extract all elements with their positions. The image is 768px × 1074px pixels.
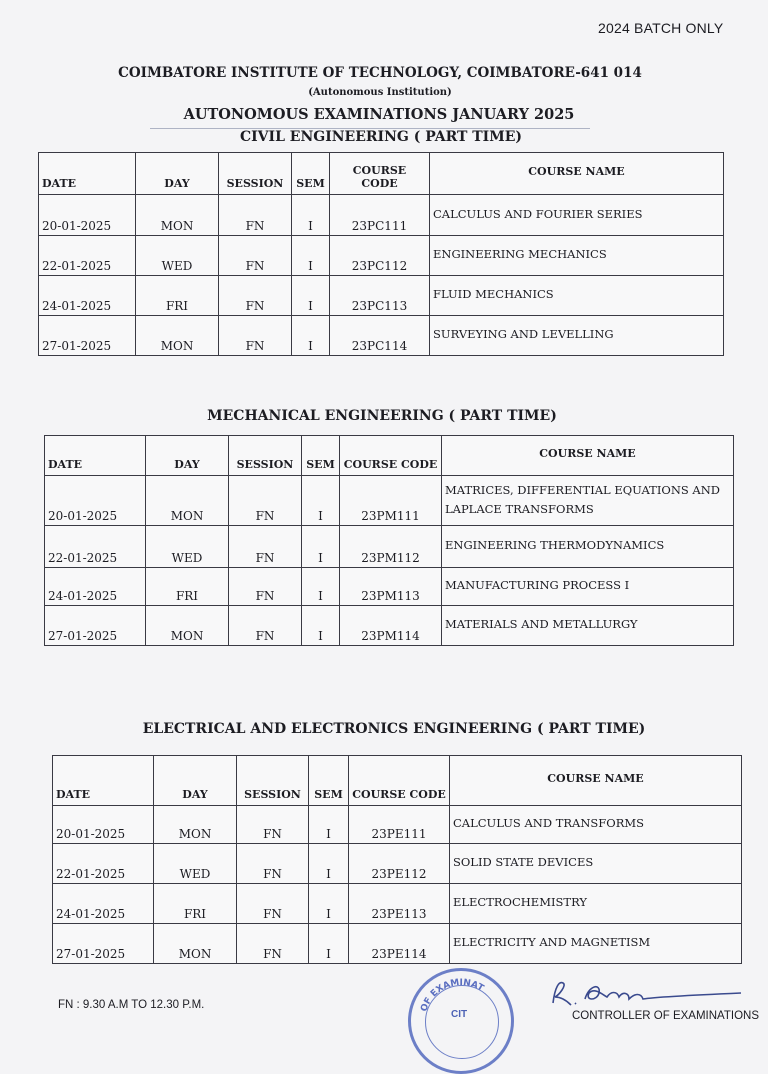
cell-course-name: MATRICES, DIFFERENTIAL EQUATIONS AND LAPLACE TRANSFORMS: [442, 476, 734, 526]
cell-date: 20-01-2025: [53, 806, 154, 844]
cell-session: FN: [237, 806, 309, 844]
cell-day: MON: [146, 606, 229, 646]
cell-course-name: MATERIALS AND METALLURGY: [442, 606, 734, 646]
cell-course-code: 23PC113: [330, 276, 430, 316]
table-row: [53, 884, 742, 924]
seal-label: CIT: [451, 1009, 468, 1020]
cell-course-code: 23PE114: [349, 924, 450, 964]
cell-course-code: 23PM114: [340, 606, 442, 646]
cell-session: FN: [237, 884, 309, 924]
cell-sem: I: [309, 924, 349, 964]
header-day: DAY: [154, 756, 237, 806]
cell-date: 27-01-2025: [39, 316, 136, 356]
cell-date: 27-01-2025: [45, 606, 146, 646]
cell-sem: I: [302, 476, 340, 526]
header-session: SESSION: [237, 756, 309, 806]
header-session: SESSION: [229, 436, 302, 476]
table-row: [45, 568, 734, 606]
cell-course-code: 23PC114: [330, 316, 430, 356]
cell-sem: I: [292, 276, 330, 316]
cell-date: 24-01-2025: [53, 884, 154, 924]
section-title-electrical: ELECTRICAL AND ELECTRONICS ENGINEERING ( PART TIME): [142, 721, 646, 737]
cell-sem: I: [309, 884, 349, 924]
cell-day: MON: [146, 476, 229, 526]
cell-sem: I: [302, 606, 340, 646]
table-row: [39, 236, 724, 276]
cell-course-code: 23PC111: [330, 195, 430, 236]
section-title-civil: CIVIL ENGINEERING ( PART TIME): [239, 129, 523, 145]
section-title-mechanical: MECHANICAL ENGINEERING ( PART TIME): [207, 408, 557, 424]
cell-session: FN: [219, 316, 292, 356]
cell-course-code: 23PM113: [340, 568, 442, 606]
header-course-code: COURSE CODE: [349, 756, 450, 806]
cell-sem: I: [302, 568, 340, 606]
cell-day: MON: [154, 924, 237, 964]
table-row: [53, 806, 742, 844]
cell-course-name: SURVEYING AND LEVELLING: [430, 316, 724, 356]
cell-session: FN: [237, 924, 309, 964]
table-row: [53, 844, 742, 884]
cell-course-name: CALCULUS AND FOURIER SERIES: [430, 195, 724, 236]
exam-timing-note: FN : 9.30 A.M TO 12.30 P.M.: [58, 999, 205, 1011]
cell-date: 20-01-2025: [39, 195, 136, 236]
cell-session: FN: [219, 276, 292, 316]
cell-day: MON: [154, 806, 237, 844]
controller-signature: [545, 975, 745, 1013]
controller-title: CONTROLLER OF EXAMINATIONS: [572, 1010, 760, 1022]
exam-title: AUTONOMOUS EXAMINATIONS JANUARY 2025: [183, 106, 575, 123]
table-row: [45, 476, 734, 526]
header-sem: SEM: [302, 436, 340, 476]
cell-course-name: CALCULUS AND TRANSFORMS: [450, 806, 742, 844]
svg-text:OF EXAMINAT: OF EXAMINAT: [419, 977, 486, 1014]
header-date: DATE: [39, 153, 136, 195]
cell-sem: I: [309, 844, 349, 884]
schedule-table-mechanical: [44, 435, 734, 646]
cell-date: 22-01-2025: [39, 236, 136, 276]
cell-day: WED: [154, 844, 237, 884]
cell-date: 24-01-2025: [45, 568, 146, 606]
cell-course-code: 23PE113: [349, 884, 450, 924]
cell-day: FRI: [146, 568, 229, 606]
schedule-table-civil: [38, 152, 724, 356]
cell-day: FRI: [136, 276, 219, 316]
controller-seal: [408, 968, 514, 1074]
cell-date: 27-01-2025: [53, 924, 154, 964]
cell-date: 22-01-2025: [53, 844, 154, 884]
table-row: [53, 924, 742, 964]
cell-day: MON: [136, 195, 219, 236]
table-row: [45, 526, 734, 568]
cell-course-name: SOLID STATE DEVICES: [450, 844, 742, 884]
cell-day: MON: [136, 316, 219, 356]
cell-course-code: 23PM111: [340, 476, 442, 526]
header-sem: SEM: [292, 153, 330, 195]
cell-date: 24-01-2025: [39, 276, 136, 316]
cell-day: FRI: [154, 884, 237, 924]
institute-subtitle: (Autonomous Institution): [308, 87, 452, 98]
cell-session: FN: [219, 195, 292, 236]
header-course-code: COURSE CODE: [330, 153, 430, 195]
header-course-name: COURSE NAME: [450, 756, 742, 806]
header-day: DAY: [136, 153, 219, 195]
table-row: [45, 606, 734, 646]
cell-course-code: 23PE111: [349, 806, 450, 844]
header-course-name: COURSE NAME: [442, 436, 734, 476]
header-session: SESSION: [219, 153, 292, 195]
schedule-table-electrical: [52, 755, 742, 964]
cell-date: 22-01-2025: [45, 526, 146, 568]
institute-name: COIMBATORE INSTITUTE OF TECHNOLOGY, COIMBATORE-641 014: [118, 65, 642, 81]
header-day: DAY: [146, 436, 229, 476]
cell-date: 20-01-2025: [45, 476, 146, 526]
header-date: DATE: [45, 436, 146, 476]
cell-course-code: 23PC112: [330, 236, 430, 276]
cell-sem: I: [302, 526, 340, 568]
cell-day: WED: [146, 526, 229, 568]
cell-sem: I: [292, 316, 330, 356]
header-sem: SEM: [309, 756, 349, 806]
cell-day: WED: [136, 236, 219, 276]
cell-course-name: FLUID MECHANICS: [430, 276, 724, 316]
cell-session: FN: [229, 606, 302, 646]
cell-course-name: ELECTROCHEMISTRY: [450, 884, 742, 924]
seal-inner-ring: [425, 985, 499, 1059]
cell-session: FN: [229, 568, 302, 606]
table-row: [39, 195, 724, 236]
batch-note: 2024 BATCH ONLY: [598, 20, 724, 36]
cell-course-code: 23PE112: [349, 844, 450, 884]
cell-course-name: ENGINEERING THERMODYNAMICS: [442, 526, 734, 568]
header-date: DATE: [53, 756, 154, 806]
header-course-name: COURSE NAME: [430, 153, 724, 195]
cell-course-name: ELECTRICITY AND MAGNETISM: [450, 924, 742, 964]
table-row: [39, 276, 724, 316]
table-row: [39, 316, 724, 356]
cell-sem: I: [309, 806, 349, 844]
cell-session: FN: [229, 526, 302, 568]
cell-sem: I: [292, 195, 330, 236]
cell-session: FN: [229, 476, 302, 526]
cell-course-name: MANUFACTURING PROCESS I: [442, 568, 734, 606]
header-course-code: COURSE CODE: [340, 436, 442, 476]
cell-course-code: 23PM112: [340, 526, 442, 568]
cell-session: FN: [219, 236, 292, 276]
cell-course-name: ENGINEERING MECHANICS: [430, 236, 724, 276]
cell-session: FN: [237, 844, 309, 884]
cell-sem: I: [292, 236, 330, 276]
